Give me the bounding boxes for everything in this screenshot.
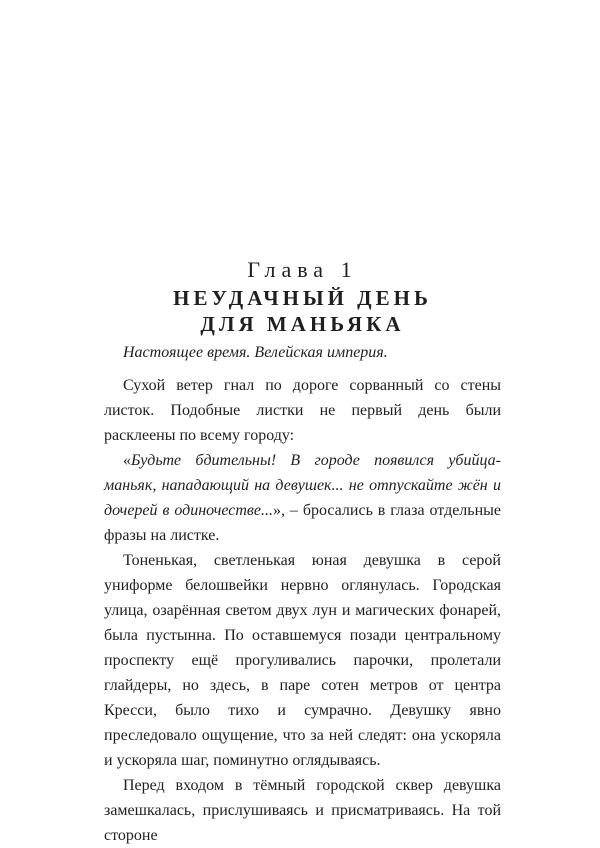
paragraph-3: Тоненькая, светленькая юная девушка в серой униформе белошвейки нервно оглянулась. Городская улица, озарённая светом двух лун и магических фонарей, была пустынна. По оставшемуся позади центральному проспекту ещё прогуливались парочки, пролетали глайдеры, но здесь, в паре сотен метров от центра Кресси, было тихо и сумрачно. Девушку явно преследовало ощущение, что за ней следят: она ускоряла и ускоряла шаг, поминутно оглядываясь.	[104, 552, 501, 769]
chapter-number: Глава 1	[247, 257, 358, 282]
paragraph-4: Перед входом в тёмный городской сквер девушка замешкалась, прислушиваясь и присматриваясь. На той стороне	[104, 777, 501, 844]
quote-open: «	[123, 452, 131, 469]
epigraph: Настоящее время. Велейская империя.	[123, 344, 388, 361]
poster-quote: Будьте бдительны! В городе появился убийца-маньяк, нападающий на девушек... не отпускайте жён и дочерей в одиночестве...	[104, 452, 501, 519]
chapter-text	[104, 340, 501, 848]
chapter-title-line-2: ДЛЯ МАНЬЯКА	[200, 312, 405, 336]
chapter-title-line-1: НЕУДАЧНЫЙ ДЕНЬ	[173, 286, 432, 310]
paragraph-2	[104, 448, 501, 548]
paragraph-2-rest: », – бросались в глаза отдельные фразы на листке.	[104, 502, 501, 544]
paragraph-1: Сухой ветер гнал по дороге сорванный со стены листок. Подобные листки не первый день были расклеены по всему городу:	[104, 377, 501, 444]
chapter-title	[104, 285, 501, 337]
book-page	[104, 0, 501, 844]
